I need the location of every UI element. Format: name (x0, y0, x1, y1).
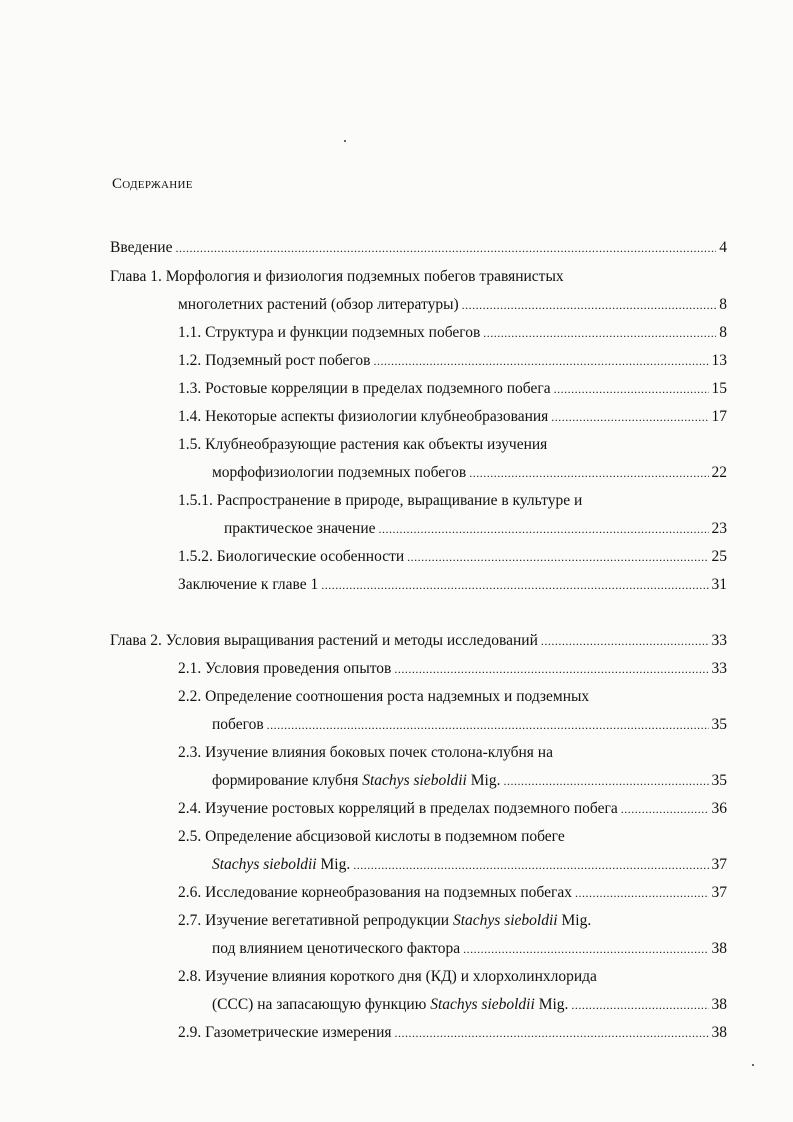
page-title: Содержание (112, 176, 193, 192)
toc-entry-text: Введение (110, 239, 173, 256)
toc-page-number: 23 (711, 520, 727, 537)
toc-page-number: 25 (711, 548, 727, 565)
toc-page-number: 37 (711, 856, 727, 873)
toc-entry-text: 1.2. Подземный рост побегов (178, 352, 371, 369)
toc-entry-2-3-line2[interactable] (212, 771, 727, 791)
dot-leader (394, 659, 708, 679)
toc-entry-1-5-1-line2[interactable] (224, 519, 727, 539)
toc-entry-2-5-line2[interactable] (212, 855, 727, 875)
dot-leader (462, 295, 717, 315)
text-part: 2.7. Изучение вегетативной репродукции (178, 912, 453, 929)
dot-leader (503, 771, 708, 791)
toc-page-number: 31 (711, 576, 727, 593)
toc-page-number: 15 (711, 380, 727, 397)
toc-entry-text: 1.5.2. Биологические особенности (178, 548, 405, 565)
scan-speck (752, 1064, 754, 1066)
dot-leader (483, 323, 716, 343)
text-part: (ССС) на запасающую функцию (212, 996, 431, 1013)
toc-page-number: 8 (719, 296, 727, 313)
toc-page-number: 36 (711, 800, 727, 817)
scan-speck (344, 140, 346, 142)
toc-page-number: 13 (711, 352, 727, 369)
dot-leader (554, 379, 709, 399)
toc-entry-2-2-line2[interactable] (212, 715, 727, 735)
toc-chapter1-line2[interactable] (178, 295, 727, 315)
dot-leader (267, 715, 709, 735)
toc-entry-conclusion-1[interactable] (178, 575, 727, 595)
toc-entry-2-9[interactable] (178, 1023, 727, 1043)
toc-entry-text: многолетних растений (обзор литературы) (178, 296, 459, 313)
toc-entry-2-7-line1[interactable] (178, 911, 591, 931)
toc-chapter2[interactable] (110, 631, 727, 651)
dot-leader (469, 463, 708, 483)
toc-entry-2-6[interactable] (178, 883, 727, 903)
toc-entry-1-5-1-line1[interactable]: 1.5.1. Распространение в природе, выращивание в культуре и (178, 492, 583, 509)
toc-entry-2-2-line1[interactable]: 2.2. Определение соотношения роста надземных и подземных (178, 688, 590, 705)
toc-entry-1-5-line2[interactable] (212, 463, 727, 483)
toc-entry-text: практическое значение (224, 520, 376, 537)
toc-entry-text: 1.4. Некоторые аспекты физиологии клубнеобразования (178, 408, 549, 425)
dot-leader (395, 1023, 709, 1043)
toc-entry-2-1[interactable] (178, 659, 727, 679)
species-name: Stachys sieboldii (430, 996, 535, 1013)
toc-page-number: 35 (711, 772, 727, 789)
toc-entry-text: 2.9. Газометрические измерения (178, 1024, 392, 1041)
toc-entry-text: под влиянием ценотического фактора (212, 940, 461, 957)
toc-entry-text: побегов (212, 716, 264, 733)
text-part: Mig. (557, 912, 592, 929)
text-part: Mig. (316, 856, 351, 873)
toc-entry-text: 1.3. Ростовые корреляции в пределах подземного побега (178, 380, 551, 397)
toc-entry-text (212, 995, 568, 1015)
dot-leader (621, 799, 709, 819)
species-name: Stachys sieboldii (452, 912, 558, 929)
dot-leader (175, 238, 716, 258)
toc-entry-text (212, 855, 350, 875)
toc-entry-1-1[interactable] (178, 323, 727, 343)
toc-entry-1-2[interactable] (178, 351, 727, 371)
toc-page-number: 35 (711, 716, 727, 733)
dot-leader (373, 351, 708, 371)
species-name: Stachys sieboldii (212, 856, 317, 873)
toc-page-number: 17 (711, 408, 727, 425)
toc-entry-2-7-line2[interactable] (212, 939, 727, 959)
toc-page-number: 22 (711, 464, 727, 481)
toc-entry-2-5-line1[interactable]: 2.5. Определение абсцизовой кислоты в подземном побеге (178, 828, 565, 845)
toc-entry-1-5-2[interactable] (178, 547, 727, 567)
toc-entry-2-8-line2[interactable] (212, 995, 727, 1015)
toc-entry-text: 2.6. Исследование корнеобразования на подземных побегах (178, 884, 572, 901)
toc-page-number: 4 (719, 239, 727, 256)
toc-entry-text: морфофизиологии подземных побегов (212, 464, 467, 481)
toc-page-number: 38 (711, 996, 727, 1013)
toc-entry-2-8-line1[interactable]: 2.8. Изучение влияния короткого дня (КД) и хлорхолинхлорида (178, 968, 597, 985)
toc-page-number: 38 (711, 1024, 727, 1041)
toc-page-number: 33 (711, 632, 727, 649)
toc-entry-2-4[interactable] (178, 799, 727, 819)
toc-entry-text: Глава 2. Условия выращивания растений и методы исследований (110, 632, 538, 649)
toc-entry-text: Заключение к главе 1 (178, 576, 319, 593)
toc-entry-1-4[interactable] (178, 407, 727, 427)
dot-leader (321, 575, 708, 595)
text-part: формирование клубня (212, 772, 363, 789)
toc-entry-text: 2.1. Условия проведения опытов (178, 660, 392, 677)
toc-page-number: 37 (711, 884, 727, 901)
toc-entry-text (212, 771, 500, 791)
toc-page-number: 33 (711, 660, 727, 677)
text-part: Mig. (466, 772, 501, 789)
toc-entry-1-3[interactable] (178, 379, 727, 399)
dot-leader (541, 631, 709, 651)
species-name: Stachys sieboldii (362, 772, 467, 789)
dot-leader (353, 855, 708, 875)
toc-entry-2-3-line1[interactable]: 2.3. Изучение влияния боковых почек столона-клубня на (178, 744, 553, 761)
text-part: Mig. (534, 996, 569, 1013)
toc-entry-1-5-line1[interactable]: 1.5. Клубнеобразующие растения как объекты изучения (178, 436, 548, 453)
dot-leader (571, 995, 708, 1015)
toc-entry-text: 2.4. Изучение ростовых корреляций в пределах подземного побега (178, 800, 618, 817)
toc-entry-text: 1.1. Структура и функции подземных побегов (178, 324, 481, 341)
dot-leader (407, 547, 708, 567)
toc-chapter1-line1[interactable]: Глава 1. Морфология и физиология подземных побегов травянистых (110, 268, 564, 285)
dot-leader (575, 883, 709, 903)
toc-entry-intro[interactable] (110, 238, 727, 258)
toc-page-number: 38 (711, 940, 727, 957)
toc-page-number: 8 (719, 324, 727, 341)
dot-leader (551, 407, 708, 427)
dot-leader (463, 939, 708, 959)
dot-leader (379, 519, 709, 539)
